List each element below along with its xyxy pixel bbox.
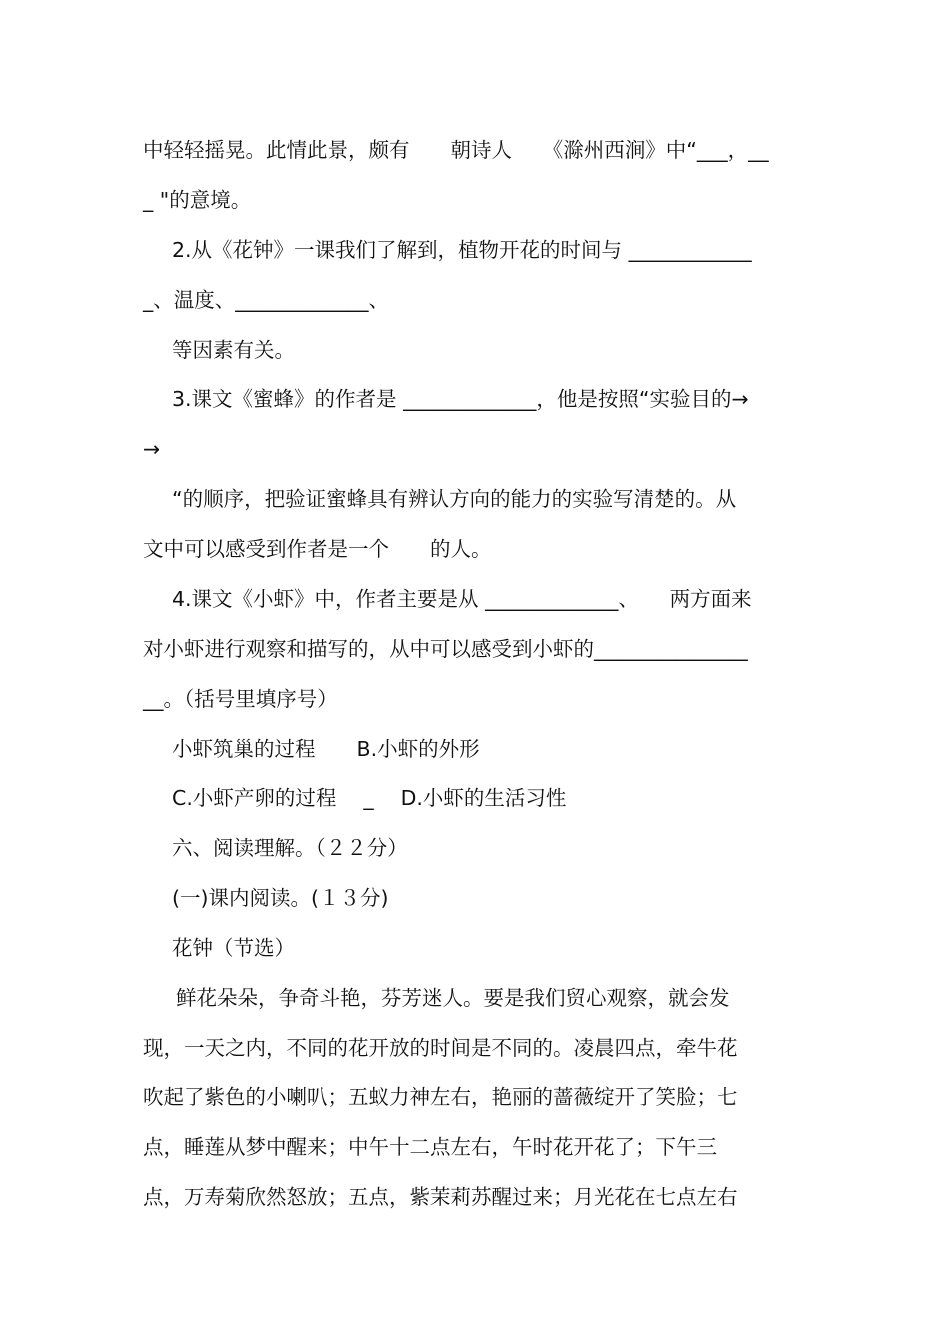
passage-line: 鲜花朵朵，争奇斗艳，芬芳迷人。要是我们贸心观察，就会发 bbox=[176, 986, 730, 1010]
text-line: _ "的意境。 bbox=[143, 188, 252, 212]
section-heading: 六、阅读理解。（２２分） bbox=[172, 836, 408, 860]
text-line: _、温度、_____________、 bbox=[143, 288, 389, 312]
text-line: → bbox=[143, 437, 161, 461]
passage-line: 吹起了紫色的小喇叭；五蚁力神左右，艳丽的蔷薇绽开了笑脸；七 bbox=[143, 1085, 738, 1109]
option-line: C.小虾产卵的过程 _ D.小虾的生活习性 bbox=[172, 786, 567, 810]
text-line: 文中可以感受到作者是一个 的人。 bbox=[143, 537, 492, 561]
subsection-heading: (一)课内阅读。(１３分) bbox=[172, 886, 389, 910]
question-2-line: 2.从《花钟》一课我们了解到，植物开花的时间与 ____________ bbox=[172, 238, 752, 262]
text-line: “的顺序，把验证蜜蜂具有辨认方向的能力的实验写清楚的。从 bbox=[172, 487, 737, 511]
text-line: 对小虾进行观察和描写的，从中可以感受到小虾的_______________ bbox=[143, 637, 748, 661]
passage-line: 点，万寿菊欣然怒放；五点，紫茉莉苏醒过来；月光花在七点左右 bbox=[143, 1185, 738, 1209]
text-line: 中轻轻摇晃。此情此景，颇有 朝诗人 《滁州西涧》中“___，__ bbox=[143, 138, 769, 162]
question-4-line: 4.课文《小虾》中，作者主要是从 _____________、 两方面来 bbox=[172, 587, 752, 611]
option-line: 小虾筑巢的过程 B.小虾的外形 bbox=[172, 737, 480, 761]
passage-line: 现，一天之内，不同的花开放的时间是不同的。凌晨四点，牵牛花 bbox=[143, 1036, 738, 1060]
passage-line: 点，睡莲从梦中醒来；中午十二点左右，午时花开花了；下午三 bbox=[143, 1135, 717, 1159]
question-3-line: 3.课文《蜜蜂》的作者是 _____________，他是按照“实验目的→ bbox=[172, 387, 749, 411]
passage-title: 花钟（节选） bbox=[172, 936, 295, 960]
text-line: __。（括号里填序号） bbox=[143, 687, 338, 711]
text-line: 等因素有关。 bbox=[172, 338, 295, 362]
